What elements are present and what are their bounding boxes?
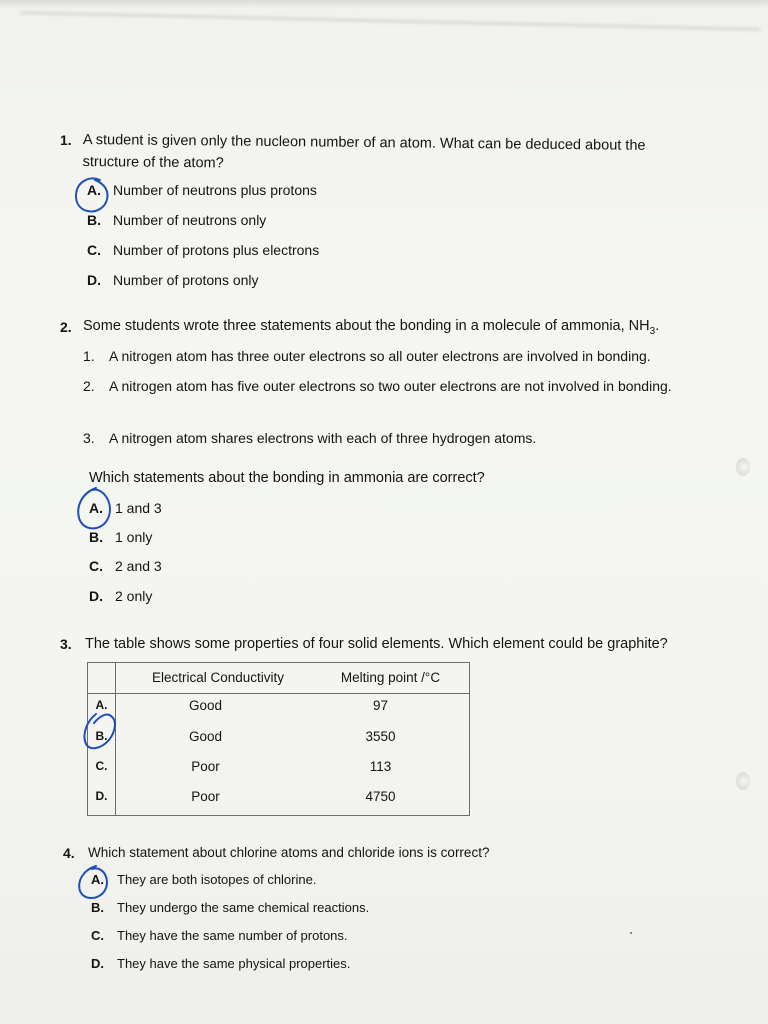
table-header-melting-point: Melting point /°C: [340, 670, 441, 685]
question-prompt: Which statements about the bonding in ammonia are correct?: [89, 470, 485, 486]
question-number: 3.: [60, 636, 72, 652]
option-text: 2 and 3: [115, 558, 162, 574]
statement-number: 3.: [83, 430, 95, 446]
option-a[interactable]: [89, 500, 162, 516]
question-text-line: structure of the atom?: [82, 153, 224, 172]
option-text: 2 only: [115, 588, 153, 604]
question-text: Which statement about chlorine atoms and chloride ions is correct?: [88, 845, 490, 860]
punch-hole: [736, 458, 750, 476]
table-cell: 4750: [365, 789, 396, 804]
option-d[interactable]: [91, 956, 350, 971]
option-c[interactable]: [89, 558, 162, 574]
table-divider: [88, 693, 469, 694]
statement-text: A nitrogen atom shares electrons with each of three hydrogen atoms.: [109, 430, 537, 446]
option-letter: C.: [87, 242, 101, 258]
option-a[interactable]: [91, 872, 316, 887]
option-letter: D.: [89, 588, 103, 604]
option-b[interactable]: [91, 900, 369, 915]
option-letter: B.: [89, 529, 103, 545]
question-text-line: A student is given only the nucleon number of an atom. What can be deduced about the: [82, 131, 646, 154]
table-row-label: A.: [95, 698, 108, 712]
option-d[interactable]: [87, 272, 259, 288]
option-letter: C.: [91, 928, 104, 943]
table-row-label: D.: [95, 789, 108, 803]
table-cell: Good: [188, 729, 223, 744]
question-text: [83, 315, 723, 343]
option-letter: A.: [89, 500, 103, 516]
option-text: 1 and 3: [115, 500, 162, 516]
question-number: 4.: [63, 845, 75, 861]
question-number: 2.: [60, 319, 72, 335]
table-row-label: C.: [95, 759, 108, 773]
question-number: 1.: [60, 132, 72, 148]
statement-2: [83, 376, 703, 420]
statement-1: [83, 346, 703, 368]
option-text: 1 only: [115, 529, 153, 545]
option-letter: B.: [91, 900, 104, 915]
statement-text: A nitrogen atom has three outer electrons so all outer electrons are involved in bonding.: [109, 348, 651, 364]
question-text: The table shows some properties of four solid elements. Which element could be graphite?: [85, 636, 668, 652]
option-text: Number of neutrons only: [113, 212, 267, 228]
page-crease: [20, 12, 761, 69]
option-b[interactable]: [87, 212, 266, 228]
option-text: Number of protons plus electrons: [113, 242, 320, 258]
table-cell: Poor: [191, 789, 220, 804]
option-letter: D.: [91, 956, 104, 971]
table-cell: 97: [372, 698, 389, 713]
question-text-body: Some students wrote three statements about the bonding in a molecule of ammonia, NH: [83, 318, 650, 334]
option-letter: B.: [87, 212, 101, 228]
option-letter: D.: [87, 272, 101, 288]
option-c[interactable]: [87, 242, 319, 258]
question-text-tail: .: [655, 318, 660, 334]
option-letter: C.: [89, 558, 103, 574]
option-text: They undergo the same chemical reactions.: [117, 900, 370, 915]
table-cell: 3550: [365, 729, 396, 744]
table-header-conductivity: Electrical Conductivity: [151, 670, 285, 685]
option-b[interactable]: [89, 529, 152, 545]
option-letter: A.: [91, 872, 104, 887]
statement-3: [83, 428, 703, 450]
option-text: Number of protons only: [113, 272, 259, 288]
statement-number: 1.: [83, 348, 95, 364]
stray-mark: [630, 932, 632, 934]
option-d[interactable]: [89, 588, 152, 604]
option-a[interactable]: [87, 182, 317, 198]
option-text: They are both isotopes of chlorine.: [117, 872, 317, 887]
table-cell: Poor: [191, 759, 220, 774]
formula-subscript: 3: [649, 325, 656, 337]
statement-text: A nitrogen atom has five outer electrons so two outer electrons are not involved in bonding.: [109, 378, 672, 394]
punch-hole: [736, 772, 750, 790]
page-shadow: [0, 0, 768, 8]
statement-number: 2.: [83, 378, 95, 394]
properties-table: [87, 662, 470, 816]
option-text: They have the same physical properties.: [117, 956, 351, 971]
table-divider: [115, 663, 116, 815]
table-row-label: B.: [95, 729, 108, 743]
question-text: [83, 129, 703, 179]
table-cell: 113: [369, 759, 392, 774]
table-cell: Good: [188, 698, 223, 713]
option-text: They have the same number of protons.: [117, 928, 348, 943]
option-text: Number of neutrons plus protons: [113, 182, 317, 198]
option-c[interactable]: [91, 928, 348, 943]
option-letter: A.: [87, 182, 101, 198]
